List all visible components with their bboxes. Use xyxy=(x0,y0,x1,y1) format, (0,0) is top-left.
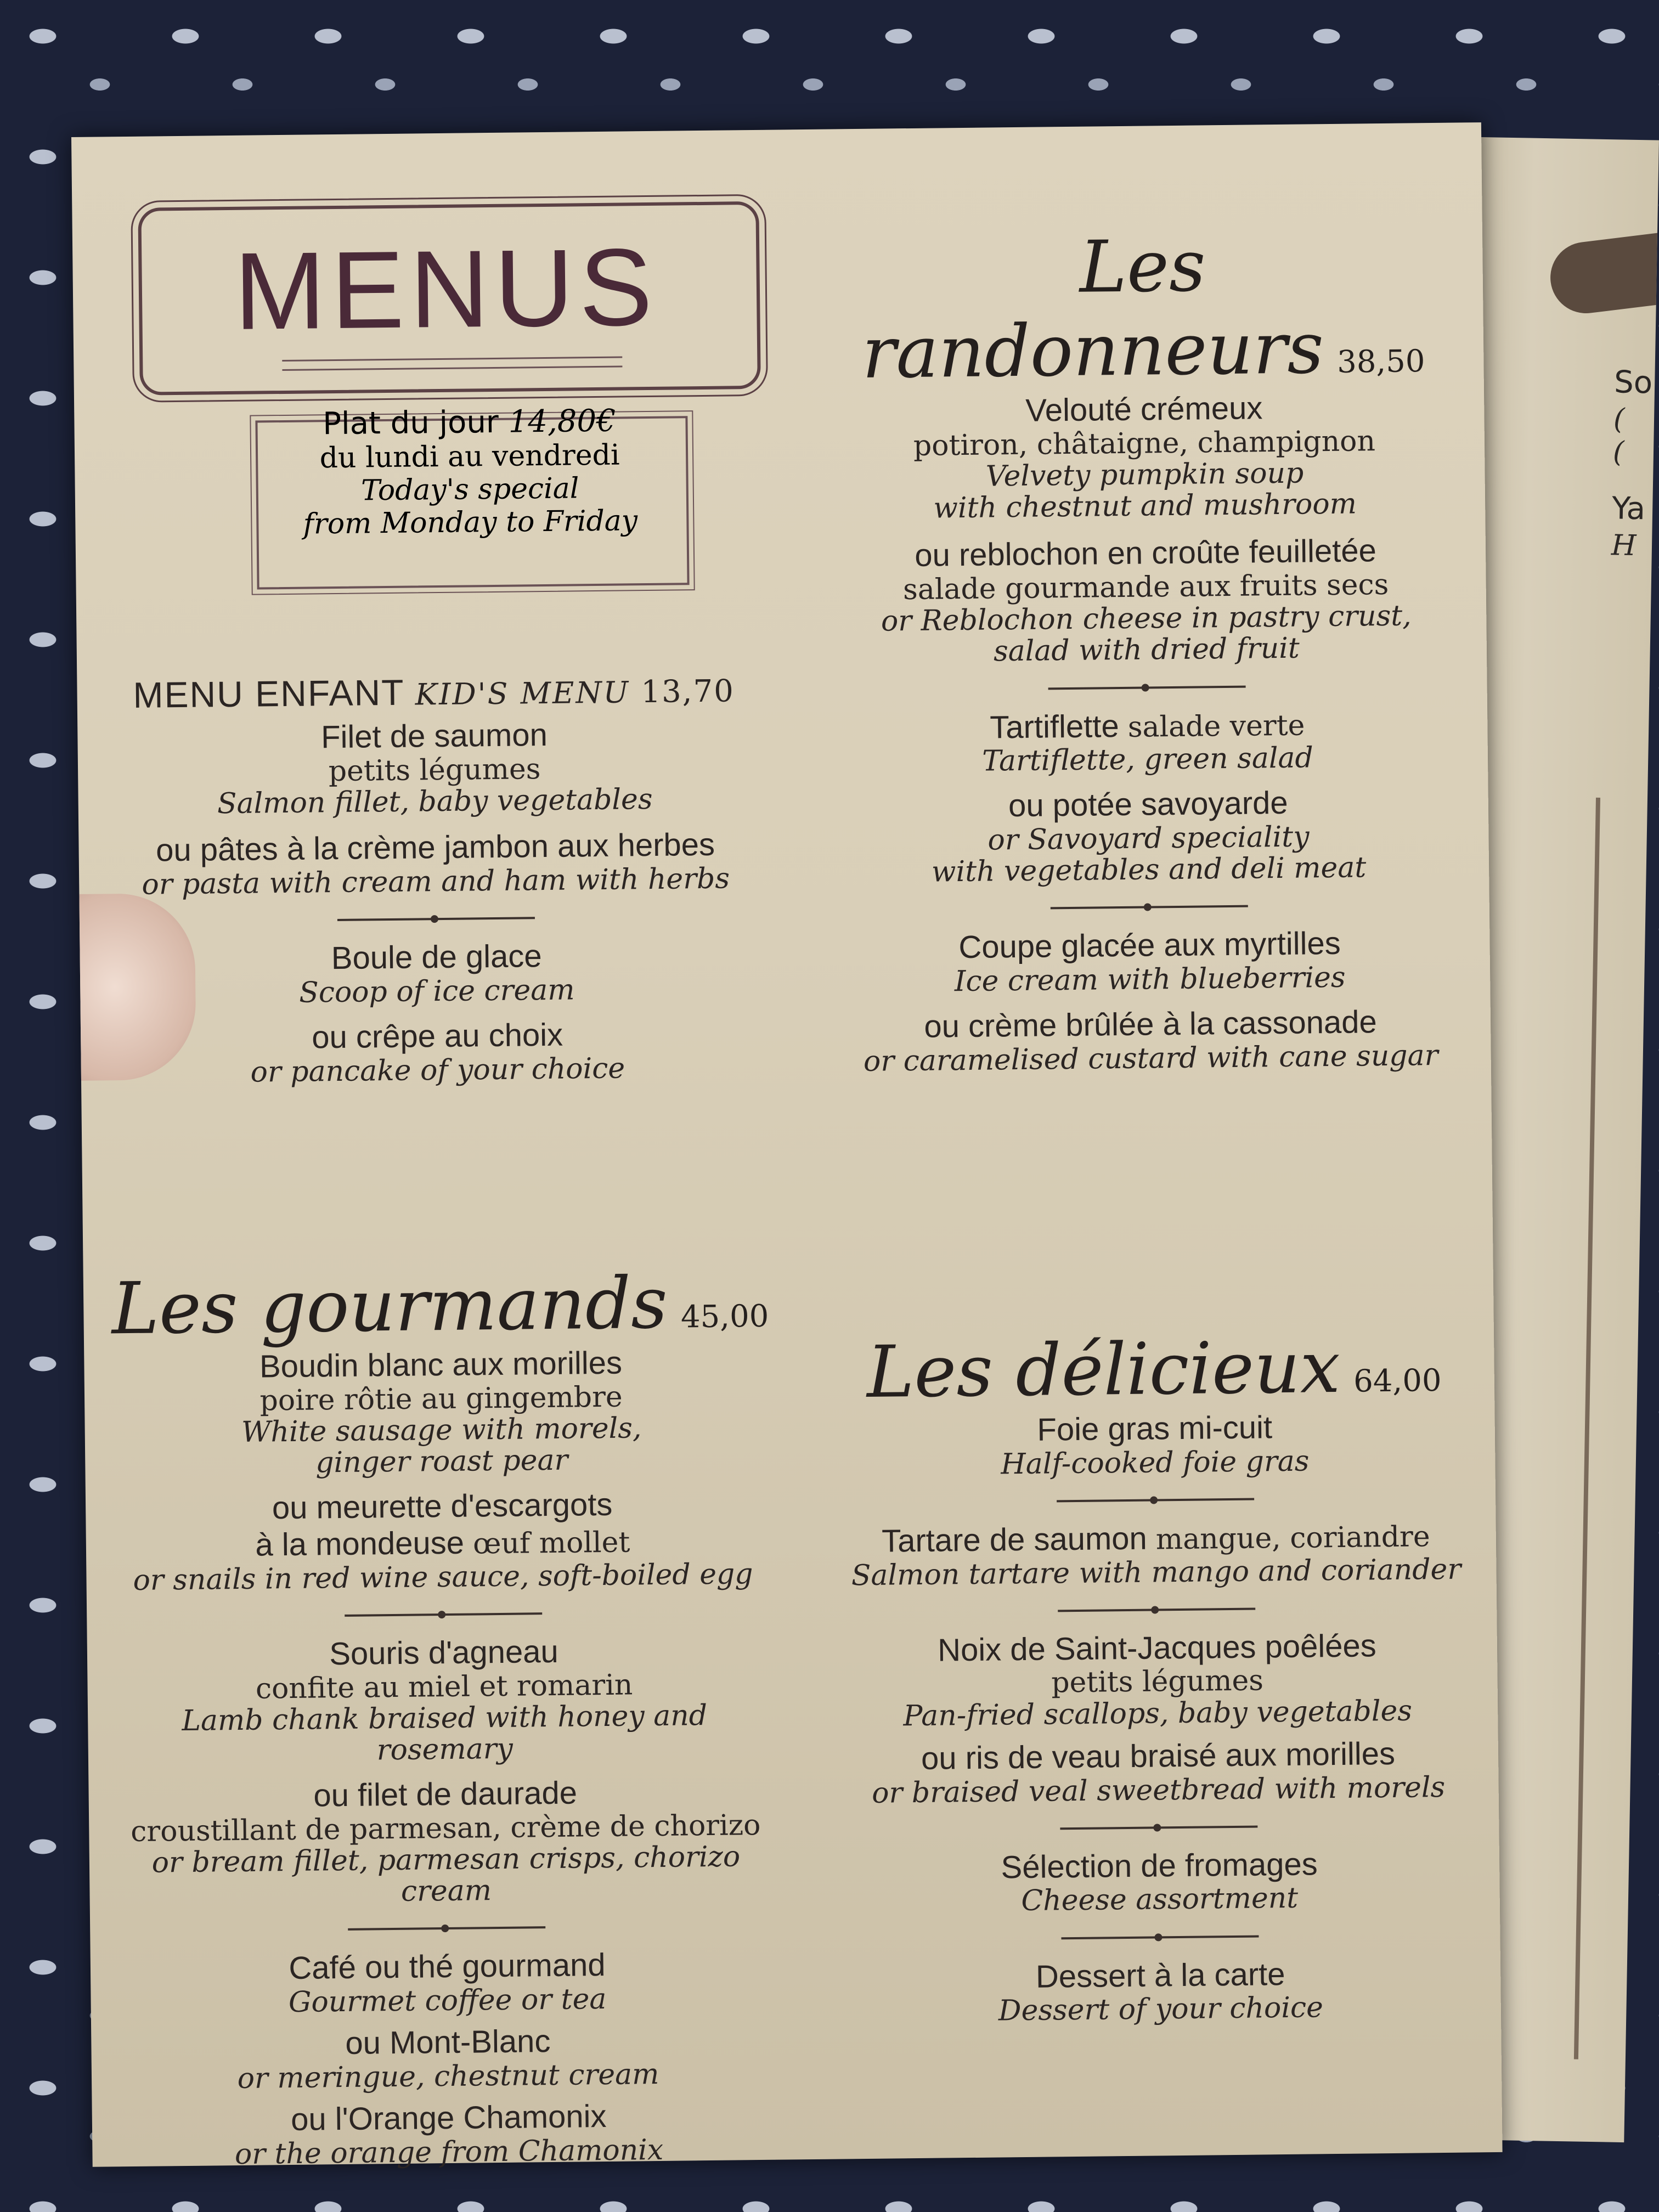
randonneurs-section xyxy=(830,222,1464,1078)
menu-item: Souris d'agneau xyxy=(329,1633,558,1672)
menu-item: Sélection de fromages xyxy=(1001,1846,1318,1886)
kids-title-en: KID'S MENU xyxy=(415,675,630,712)
menu-item: Café ou thé gourmand xyxy=(289,1947,606,1987)
menu-item-en: Ice cream with blueberries xyxy=(954,961,1346,998)
menu-item: ou reblochon en croûte feuilletée xyxy=(914,533,1377,574)
menu-item: ou meurette d'escargots xyxy=(272,1487,613,1526)
page-fragment-text: ( xyxy=(1613,403,1625,436)
menu-item-en: Salmon fillet, baby vegetables xyxy=(217,782,653,821)
delicieux-section xyxy=(841,1324,1474,2028)
menu-item-en: Half-cooked foie gras xyxy=(1001,1444,1310,1481)
menu-item-en: ginger roast pear xyxy=(315,1443,568,1480)
plat-label-en: Today's special xyxy=(360,472,579,507)
menu-item: ou l'Orange Chamonix xyxy=(290,2098,607,2138)
menu-item-small: salade verte xyxy=(1127,709,1305,744)
menu-item-en: with vegetables and deli meat xyxy=(931,851,1367,889)
gourmands-price: 45,00 xyxy=(680,1298,769,1335)
menu-item-sub: petits légumes xyxy=(328,752,541,788)
menu-item-en: or caramelised custard with cane sugar xyxy=(863,1039,1438,1078)
divider-ornament xyxy=(1048,680,1246,693)
menu-item-sub: croustillant de parmesan, crème de chorizo xyxy=(130,1808,761,1848)
menu-item-sub: poire rôtie au gingembre xyxy=(259,1380,623,1418)
menu-item: Filet de saumon xyxy=(320,716,548,755)
menu-item-en: salad with dried fruit xyxy=(993,631,1300,668)
page-fragment-text: So xyxy=(1613,364,1653,401)
section-title xyxy=(105,1260,776,1351)
menu-item-sub: petits légumes xyxy=(1051,1664,1264,1700)
menu-item: ou crème brûlée à la cassonade xyxy=(924,1004,1378,1045)
kids-title-fr: MENU ENFANT xyxy=(133,672,404,715)
menu-item: Noix de Saint-Jacques poêlées xyxy=(937,1627,1377,1668)
menu-item-en: Tartiflette, green salad xyxy=(981,741,1314,778)
decorative-shape xyxy=(1547,230,1659,317)
menu-item-en: Cheese assortment xyxy=(1021,1882,1299,1918)
menu-item-en: or Savoyard speciality xyxy=(988,820,1310,857)
divider-ornament xyxy=(1058,1602,1255,1616)
menu-item: Boudin blanc aux morilles xyxy=(259,1345,623,1385)
gourmands-section xyxy=(105,1260,784,2172)
menu-item-line: Tartiflette xyxy=(989,708,1119,746)
page-title: MENUS xyxy=(233,225,659,353)
menu-item-en: or pancake of your choice xyxy=(250,1052,625,1089)
page-fragment-text: Ya xyxy=(1611,490,1646,527)
menu-item-en: or the orange from Chamonix xyxy=(234,2133,664,2171)
menu-item: ou filet de daurade xyxy=(313,1775,578,1814)
plat-days-fr: du lundi au vendredi xyxy=(319,438,620,475)
menu-item xyxy=(834,704,1460,748)
menu-item-en: Lamb chank braised with honey and rosemary xyxy=(182,1699,708,1767)
menu-item-sub: potiron, châtaigne, champignon xyxy=(913,424,1376,462)
menu-item-en: or meringue, chestnut cream xyxy=(237,2057,659,2095)
divider-ornament xyxy=(1051,900,1248,913)
delicieux-price: 64,00 xyxy=(1353,1362,1442,1400)
menu-item: ou pâtes à la crème jambon aux herbes xyxy=(155,826,715,868)
menu-item-en: or snails in red wine sauce, soft-boiled egg xyxy=(133,1557,753,1597)
menu-item-en: Gourmet coffee or tea xyxy=(288,1982,607,2019)
menu-item-sub: confite au miel et romarin xyxy=(255,1668,633,1706)
menu-item-small: œuf mollet xyxy=(472,1526,630,1561)
menu-item-en: or bream fillet, parmesan crisps, chorizo cream xyxy=(151,1840,741,1909)
section-title xyxy=(841,1324,1468,1414)
divider-ornament xyxy=(348,1921,545,1934)
divider-ornament xyxy=(1060,1820,1257,1833)
menu-item-en: White sausage with morels, xyxy=(241,1412,642,1449)
menu-item-en: with chestnut and mushroom xyxy=(933,487,1357,525)
randonneurs-price: 38,50 xyxy=(1336,343,1425,380)
menu-item-en: Pan-fried scallops, baby vegetables xyxy=(903,1694,1413,1733)
divider-ornament xyxy=(345,1607,542,1621)
menu-item: Coupe glacée aux myrtilles xyxy=(958,926,1341,966)
plat-label: Plat du jour xyxy=(322,404,499,442)
kids-menu-heading xyxy=(99,668,769,716)
gourmands-title: Les gourmands xyxy=(111,1261,668,1351)
menu-item-line: à la mondeuse xyxy=(255,1525,465,1563)
menu-item: Dessert à la carte xyxy=(1035,1956,1285,1995)
menu-item-en: or braised veal sweetbread with morels xyxy=(871,1770,1446,1810)
divider-ornament xyxy=(1061,1930,1259,1943)
randonneurs-title: Les randonneurs xyxy=(861,224,1324,394)
page-fragment-text: H xyxy=(1611,529,1637,563)
menu-item-en: Velvety pumpkin soup xyxy=(985,456,1304,493)
menu-item: Foie gras mi-cuit xyxy=(1037,1409,1273,1448)
kids-menu-section xyxy=(99,668,772,1090)
menu-item: Boule de glace xyxy=(331,938,542,977)
menu-item: Velouté crémeux xyxy=(1025,390,1263,428)
menu-page xyxy=(71,122,1503,2171)
menu-item-en: or pasta with cream and ham with herbs xyxy=(142,862,730,901)
menu-item-line: Tartare de saumon xyxy=(881,1520,1148,1559)
plat-days-en: from Monday to Friday xyxy=(303,504,638,541)
menu-item-en: Salmon tartare with mango and coriander xyxy=(851,1553,1462,1592)
menu-item-small: mangue, coriandre xyxy=(1155,1520,1430,1556)
plat-du-jour xyxy=(255,402,685,541)
menu-item: ou ris de veau braisé aux morilles xyxy=(921,1735,1396,1776)
menu-item: ou Mont-Blanc xyxy=(345,2023,551,2062)
divider-ornament xyxy=(337,912,535,925)
plat-price: 14,80€ xyxy=(508,403,616,440)
kids-price: 13,70 xyxy=(641,673,735,710)
section-title xyxy=(830,222,1457,395)
menu-item-sub: salade gourmande aux fruits secs xyxy=(902,568,1389,607)
divider-ornament xyxy=(1057,1493,1254,1506)
menu-item: ou crêpe au choix xyxy=(311,1017,563,1056)
menu-item-en: Dessert of your choice xyxy=(998,1991,1324,2028)
menu-item-en: or Reblochon cheese in pastry crust, xyxy=(881,599,1412,638)
menu-item-en: Scoop of ice cream xyxy=(298,973,575,1009)
page-fragment-text: ( xyxy=(1612,436,1624,469)
delicieux-title: Les délicieux xyxy=(866,1325,1341,1414)
decorative-line xyxy=(1574,798,1600,2059)
menu-item: ou potée savoyarde xyxy=(1008,785,1288,824)
